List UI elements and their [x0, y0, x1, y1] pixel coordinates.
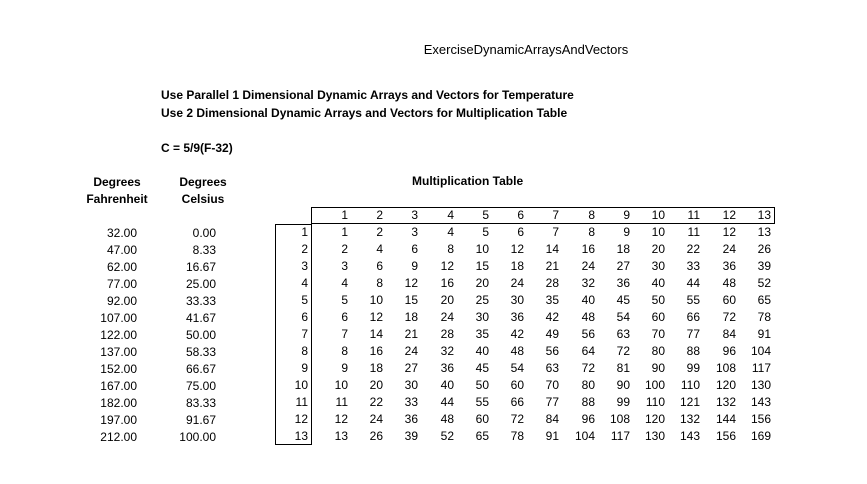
table-cell: 88 [581, 395, 595, 409]
table-cell: 65 [475, 429, 489, 443]
table-cell: 1 [341, 225, 348, 239]
table-column-header: 5 [482, 208, 489, 222]
multiplication-table-title: Multiplication Table [412, 174, 524, 188]
table-cell: 16 [440, 276, 454, 290]
table-cell: 70 [651, 327, 665, 341]
table-cell: 77 [686, 327, 700, 341]
table-cell: 6 [411, 242, 418, 256]
table-cell: 80 [651, 344, 665, 358]
table-column-header: 3 [411, 208, 418, 222]
table-column-header: 2 [376, 208, 383, 222]
table-cell: 24 [581, 259, 595, 273]
celsius-header: Degrees Celsius [179, 175, 227, 206]
table-cell: 26 [369, 429, 383, 443]
table-cell: 63 [545, 361, 559, 375]
table-cell: 72 [510, 412, 524, 426]
table-cell: 96 [722, 344, 736, 358]
table-cell: 66 [510, 395, 524, 409]
table-cell: 36 [510, 310, 524, 324]
table-row-header: 6 [301, 310, 308, 324]
table-cell: 65 [757, 293, 771, 307]
table-cell: 84 [545, 412, 559, 426]
table-cell: 4 [447, 225, 454, 239]
fahrenheit-column [86, 225, 137, 446]
table-cell: 72 [722, 310, 736, 324]
table-cell: 100 [644, 378, 665, 392]
table-cell: 81 [616, 361, 630, 375]
table-column-header: 7 [552, 208, 559, 222]
table-cell: 9 [341, 361, 348, 375]
table-cell: 13 [757, 225, 771, 239]
table-cell: 132 [679, 412, 700, 426]
table-cell: 64 [581, 344, 595, 358]
table-cell: 49 [545, 327, 559, 341]
table-cell: 40 [651, 276, 665, 290]
fahrenheit-value: 197.00 [100, 413, 137, 427]
fahrenheit-value: 182.00 [100, 396, 137, 410]
table-cell: 91 [545, 429, 559, 443]
fahrenheit-value: 92.00 [106, 294, 137, 308]
table-row-header: 7 [301, 327, 308, 341]
table-cell: 33 [404, 395, 418, 409]
table-cell: 20 [440, 293, 454, 307]
table-cell: 4 [341, 276, 348, 290]
table-column-header: 9 [623, 208, 630, 222]
celsius-value: 0.00 [192, 226, 216, 240]
table-row-header: 3 [301, 259, 308, 273]
table-cell: 2 [376, 225, 383, 239]
table-cell: 14 [545, 242, 559, 256]
table-column-header: 8 [588, 208, 595, 222]
table-cell: 88 [686, 344, 700, 358]
table-cell: 156 [715, 429, 736, 443]
heading-temperature: Use Parallel 1 Dimensional Dynamic Arrays and Vectors for Temperature [161, 88, 574, 102]
table-cell: 169 [750, 429, 771, 443]
table-cell: 12 [440, 259, 454, 273]
table-cell: 52 [757, 276, 771, 290]
table-cell: 45 [475, 361, 489, 375]
table-cell: 11 [335, 395, 348, 409]
table-column-header: 13 [757, 208, 771, 222]
table-cell: 143 [679, 429, 700, 443]
heading-multiplication: Use 2 Dimensional Dynamic Arrays and Vectors for Multiplication Table [161, 106, 568, 120]
table-cell: 26 [757, 242, 771, 256]
table-row-header: 1 [301, 225, 308, 239]
table-column-header: 1 [341, 208, 348, 222]
celsius-value: 50.00 [185, 328, 216, 342]
fahrenheit-value: 77.00 [106, 277, 137, 291]
table-cell: 21 [404, 327, 418, 341]
table-cell: 44 [686, 276, 700, 290]
table-cell: 132 [715, 395, 736, 409]
table-cell: 50 [475, 378, 489, 392]
table-cell: 56 [545, 344, 559, 358]
table-cell: 56 [581, 327, 595, 341]
celsius-value: 100.00 [179, 430, 216, 444]
table-cell: 16 [581, 242, 595, 256]
table-cell: 48 [722, 276, 736, 290]
table-cell: 25 [475, 293, 489, 307]
table-cell: 121 [679, 395, 700, 409]
table-cell: 28 [440, 327, 454, 341]
table-cell: 30 [510, 293, 524, 307]
celsius-value: 25.00 [185, 277, 216, 291]
table-column-header: 10 [651, 208, 665, 222]
fahrenheit-value: 137.00 [100, 345, 137, 359]
table-cell: 108 [715, 361, 736, 375]
table-cell: 15 [404, 293, 418, 307]
table-cell: 36 [722, 259, 736, 273]
table-cell: 144 [715, 412, 736, 426]
table-cell: 60 [510, 378, 524, 392]
table-cell: 18 [404, 310, 418, 324]
table-cell: 9 [623, 225, 630, 239]
table-cell: 10 [651, 225, 665, 239]
table-cell: 12 [722, 225, 736, 239]
table-cell: 18 [616, 242, 630, 256]
table-cell: 10 [475, 242, 489, 256]
celsius-column [166, 225, 216, 446]
table-cell: 60 [651, 310, 665, 324]
table-cell: 10 [369, 293, 383, 307]
celsius-value: 83.33 [185, 396, 216, 410]
table-cell: 20 [369, 378, 383, 392]
table-cell: 30 [651, 259, 665, 273]
fahrenheit-value: 32.00 [106, 226, 137, 240]
table-cell: 8 [447, 242, 454, 256]
table-cell: 63 [616, 327, 630, 341]
table-row-header: 2 [301, 242, 308, 256]
table-cell: 33 [686, 259, 700, 273]
formula: C = 5/9(F-32) [161, 141, 233, 155]
table-cell: 72 [616, 344, 630, 358]
table-cell: 104 [574, 429, 595, 443]
table-cell: 48 [510, 344, 524, 358]
table-cell: 108 [609, 412, 630, 426]
document-title: ExerciseDynamicArraysAndVectors [423, 42, 629, 57]
table-cell: 130 [644, 429, 665, 443]
celsius-value: 33.33 [185, 294, 216, 308]
table-cell: 27 [404, 361, 418, 375]
table-cell: 91 [757, 327, 771, 341]
table-cell: 54 [616, 310, 630, 324]
table-cell: 40 [581, 293, 595, 307]
table-cell: 7 [552, 225, 559, 239]
table-column-header: 12 [722, 208, 736, 222]
table-cell: 12 [369, 310, 383, 324]
fahrenheit-value: 62.00 [106, 260, 137, 274]
fahrenheit-value: 152.00 [100, 362, 137, 376]
table-cell: 20 [475, 276, 489, 290]
table-cell: 27 [616, 259, 630, 273]
table-cell: 24 [510, 276, 524, 290]
table-cell: 36 [616, 276, 630, 290]
table-cell: 48 [581, 310, 595, 324]
celsius-value: 75.00 [185, 379, 216, 393]
table-cell: 24 [722, 242, 736, 256]
table-cell: 78 [510, 429, 524, 443]
table-cell: 55 [686, 293, 700, 307]
fahrenheit-value: 122.00 [100, 328, 137, 342]
table-cell: 32 [581, 276, 595, 290]
table-cell: 42 [545, 310, 559, 324]
table-cell: 96 [581, 412, 595, 426]
table-cell: 117 [751, 361, 771, 375]
table-cell: 39 [404, 429, 418, 443]
table-column-header: 11 [687, 208, 700, 222]
table-cell: 52 [440, 429, 454, 443]
table-cell: 78 [757, 310, 771, 324]
table-cell: 7 [341, 327, 348, 341]
table-cell: 90 [651, 361, 665, 375]
table-cell: 3 [341, 259, 348, 273]
table-cell: 8 [588, 225, 595, 239]
celsius-value: 8.33 [192, 243, 216, 257]
fahrenheit-value: 212.00 [100, 430, 137, 444]
table-cell: 55 [475, 395, 489, 409]
table-cell: 143 [750, 395, 771, 409]
table-cell: 11 [687, 225, 700, 239]
table-cell: 8 [341, 344, 348, 358]
table-cell: 66 [686, 310, 700, 324]
table-cell: 130 [750, 378, 771, 392]
table-cell: 3 [411, 225, 418, 239]
table-cell: 5 [482, 225, 489, 239]
table-cell: 16 [369, 344, 383, 358]
table-cell: 44 [440, 395, 454, 409]
table-cell: 72 [581, 361, 595, 375]
table-cell: 6 [517, 225, 524, 239]
table-cell: 2 [341, 242, 348, 256]
table-cell: 48 [440, 412, 454, 426]
table-cell: 6 [376, 259, 383, 273]
table-cell: 6 [341, 310, 348, 324]
fahrenheit-value: 47.00 [106, 243, 137, 257]
table-cell: 45 [616, 293, 630, 307]
table-row-header: 4 [301, 276, 308, 290]
table-cell: 28 [545, 276, 559, 290]
table-cell: 22 [686, 242, 700, 256]
table-cell: 120 [715, 378, 736, 392]
table-cell: 22 [369, 395, 383, 409]
table-cell: 104 [750, 344, 771, 358]
celsius-value: 58.33 [185, 345, 216, 359]
table-cell: 12 [404, 276, 418, 290]
table-row-header: 11 [295, 395, 308, 409]
table-cell: 60 [722, 293, 736, 307]
table-cell: 99 [616, 395, 630, 409]
table-cell: 117 [610, 429, 630, 443]
table-row-header: 8 [301, 344, 308, 358]
fahrenheit-value: 107.00 [100, 311, 137, 325]
celsius-value: 16.67 [185, 260, 216, 274]
table-cell: 14 [369, 327, 383, 341]
table-cell: 156 [750, 412, 771, 426]
table-cell: 9 [411, 259, 418, 273]
table-cell: 40 [475, 344, 489, 358]
table-row-header: 13 [294, 429, 308, 443]
table-cell: 24 [404, 344, 418, 358]
table-cell: 4 [376, 242, 383, 256]
table-cell: 42 [510, 327, 524, 341]
table-column-header: 6 [517, 208, 524, 222]
table-cell: 10 [334, 378, 348, 392]
fahrenheit-value: 167.00 [100, 379, 137, 393]
table-cell: 110 [645, 395, 665, 409]
table-cell: 24 [440, 310, 454, 324]
celsius-value: 41.67 [185, 311, 216, 325]
table-cell: 90 [616, 378, 630, 392]
table-cell: 12 [334, 412, 348, 426]
table-cell: 12 [510, 242, 524, 256]
table-cell: 30 [475, 310, 489, 324]
table-cell: 35 [545, 293, 559, 307]
table-cell: 120 [644, 412, 665, 426]
table-cell: 24 [369, 412, 383, 426]
table-cell: 5 [341, 293, 348, 307]
table-cell: 80 [581, 378, 595, 392]
table-cell: 110 [680, 378, 700, 392]
table-cell: 60 [475, 412, 489, 426]
table-cell: 39 [757, 259, 771, 273]
table-cell: 18 [510, 259, 524, 273]
table-cell: 15 [475, 259, 489, 273]
table-cell: 36 [440, 361, 454, 375]
table-cell: 30 [404, 378, 418, 392]
table-row-header: 5 [301, 293, 308, 307]
table-cell: 13 [334, 429, 348, 443]
fahrenheit-header: Degrees Fahrenheit [86, 175, 148, 206]
table-cell: 36 [404, 412, 418, 426]
table-cell: 21 [545, 259, 559, 273]
table-cell: 8 [376, 276, 383, 290]
celsius-value: 91.67 [185, 413, 216, 427]
table-cell: 84 [722, 327, 736, 341]
table-cell: 35 [475, 327, 489, 341]
table-row-header: 12 [294, 412, 308, 426]
table-cell: 77 [545, 395, 559, 409]
table-cell: 32 [440, 344, 454, 358]
table-cell: 99 [686, 361, 700, 375]
table-cell: 20 [651, 242, 665, 256]
table-column-header: 4 [447, 208, 454, 222]
table-row-header: 10 [294, 378, 308, 392]
table-cell: 40 [440, 378, 454, 392]
celsius-value: 66.67 [185, 362, 216, 376]
table-cell: 54 [510, 361, 524, 375]
table-row-header: 9 [301, 361, 308, 375]
table-cell: 18 [369, 361, 383, 375]
table-cell: 50 [651, 293, 665, 307]
table-cell: 70 [545, 378, 559, 392]
